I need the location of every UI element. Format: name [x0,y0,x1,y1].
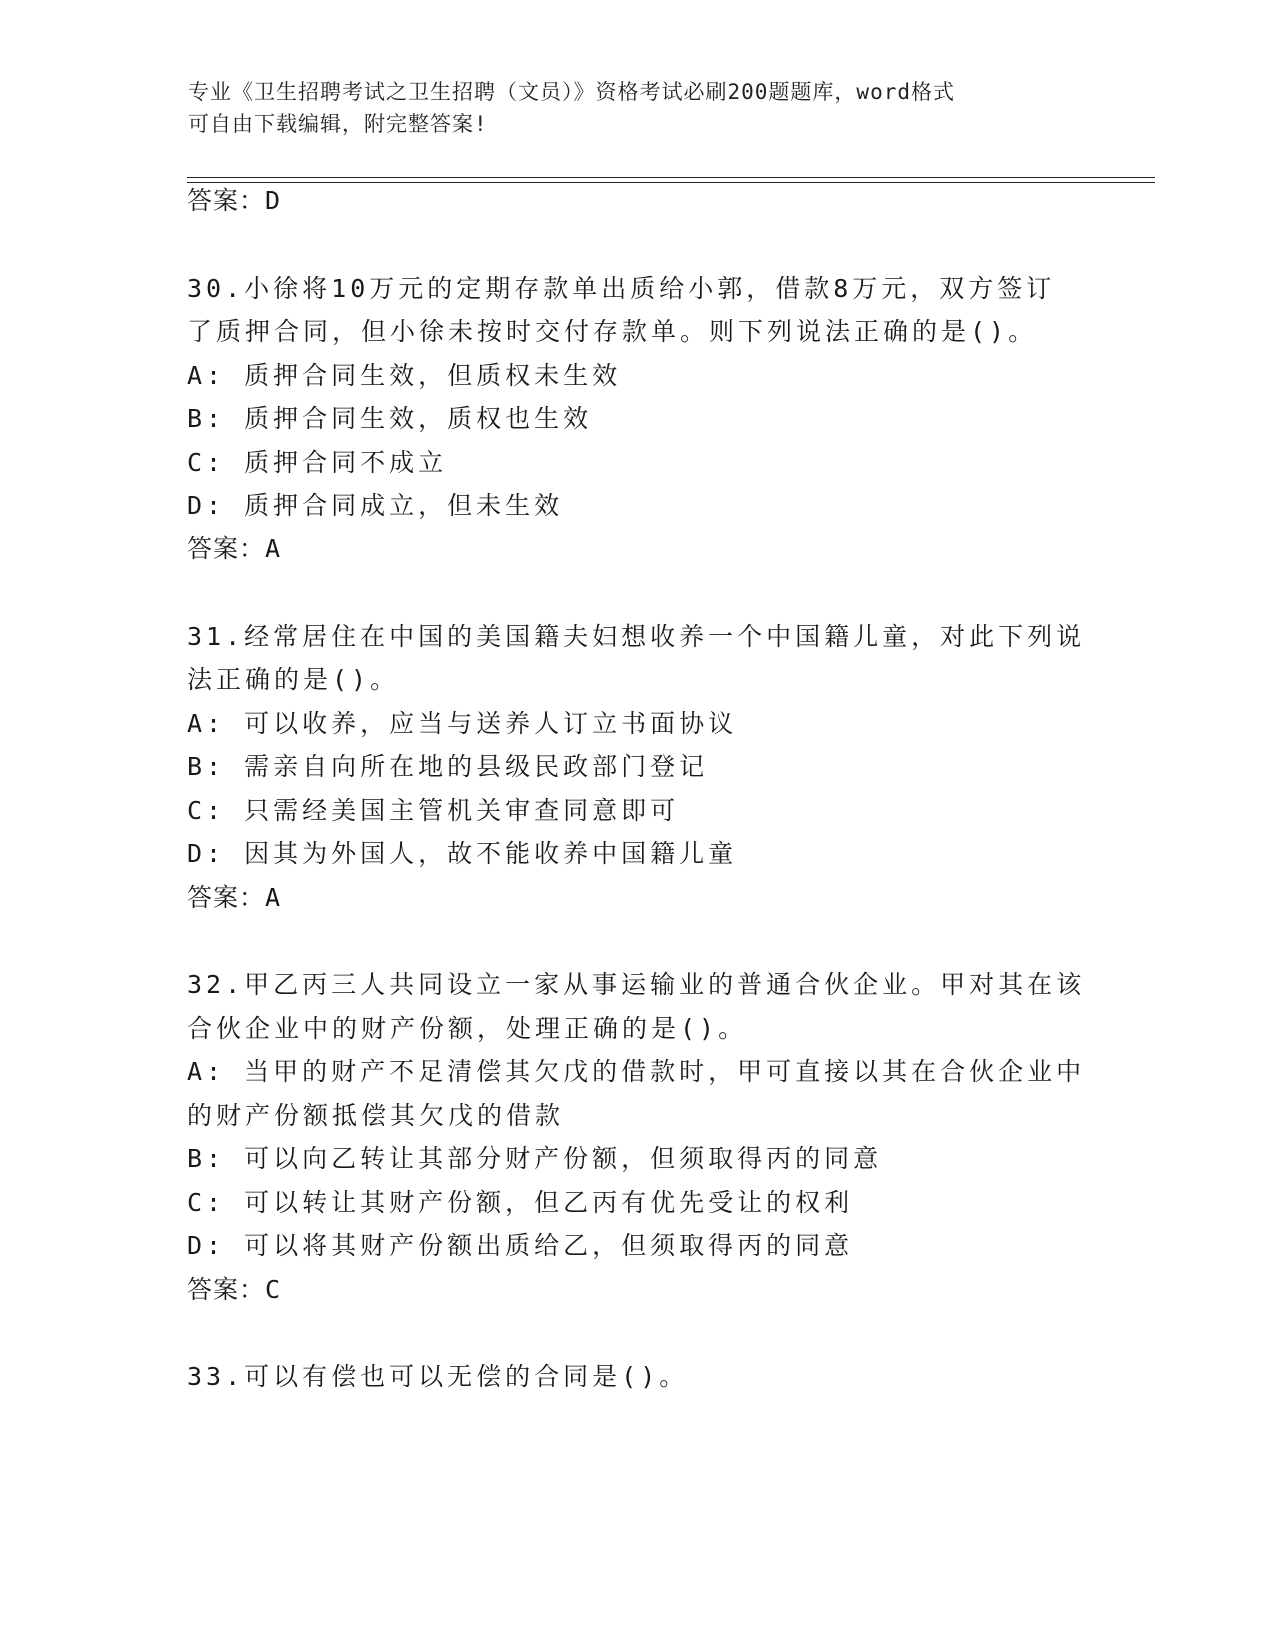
page-header [188,76,1068,140]
option-b: B: 可以向乙转让其部分财产份额，但须取得丙的同意 [187,1144,883,1173]
header-divider-bottom [187,182,1155,183]
question-stem-line: 30.小徐将10万元的定期存款单出质给小郭，借款8万元，双方签订 [187,274,1056,303]
answer-label: 答案： [187,883,266,912]
option-b: B: 需亲自向所在地的县级民政部门登记 [187,752,709,781]
answer-value: A [265,534,281,563]
header-title-line-2: 可自由下载编辑，附完整答案! [188,112,488,136]
option-c: C: 只需经美国主管机关审查同意即可 [187,796,680,825]
header-title-line-1: 专业《卫生招聘考试之卫生招聘（文员）》资格考试必刷200题题库，word格式 [188,80,955,104]
option-d: D: 可以将其财产份额出质给乙，但须取得丙的同意 [187,1231,854,1260]
question-stem-line: 33.可以有偿也可以无偿的合同是()。 [187,1362,689,1391]
option-a-continued: 的财产份额抵偿其欠戊的借款 [187,1101,565,1130]
option-d: D: 质押合同成立，但未生效 [187,491,564,520]
answer-line [187,184,280,218]
option-a: A: 当甲的财产不足清偿其欠戊的借款时，甲可直接以其在合伙企业中 [187,1057,1086,1086]
answer-label: 答案： [187,1275,266,1304]
question-stem-line: 32.甲乙丙三人共同设立一家从事运输业的普通合伙企业。甲对其在该 [187,970,1086,999]
answer-line [187,532,280,566]
question-stem-line: 31.经常居住在中国的美国籍夫妇想收养一个中国籍儿童，对此下列说 [187,622,1086,651]
answer-line [187,881,280,915]
answer-value: A [265,883,281,912]
answer-value: C [265,1275,281,1304]
question-stem-line: 了质押合同，但小徐未按时交付存款单。则下列说法正确的是()。 [187,317,1038,346]
option-b: B: 质押合同生效，质权也生效 [187,404,593,433]
option-a: A: 可以收养，应当与送养人订立书面协议 [187,709,738,738]
answer-line [187,1273,280,1307]
answer-label: 答案： [187,534,266,563]
header-divider-top [187,177,1155,178]
question-stem-line: 法正确的是()。 [187,665,400,694]
option-c: C: 质押合同不成立 [187,448,448,477]
answer-label: 答案： [187,186,266,215]
option-a: A: 质押合同生效，但质权未生效 [187,361,622,390]
option-d: D: 因其为外国人，故不能收养中国籍儿童 [187,839,738,868]
answer-value: D [265,186,281,215]
option-c: C: 可以转让其财产份额，但乙丙有优先受让的权利 [187,1188,854,1217]
question-stem-line: 合伙企业中的财产份额，处理正确的是()。 [187,1014,748,1043]
